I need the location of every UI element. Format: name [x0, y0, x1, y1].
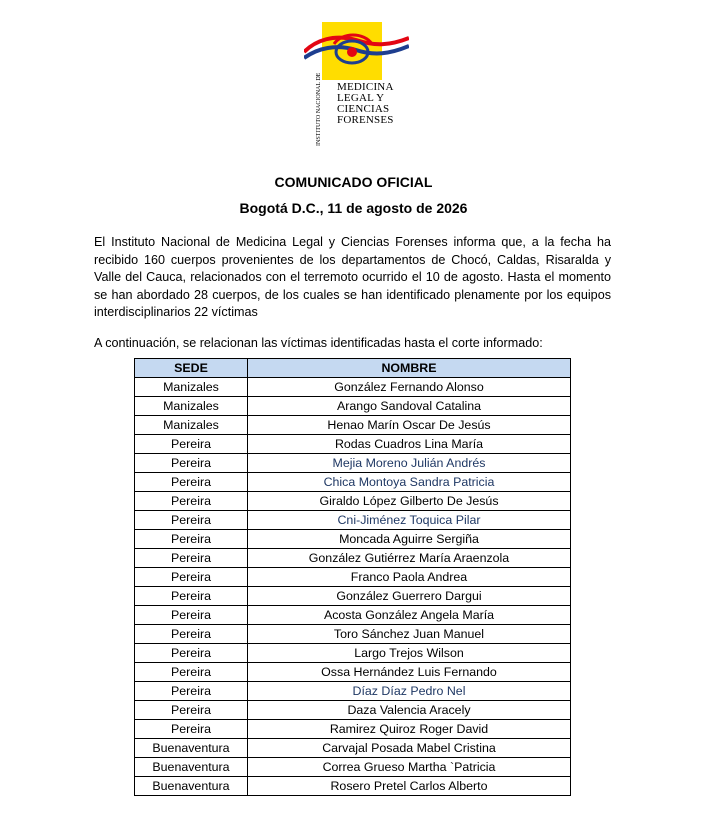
logo-line: LEGAL Y: [337, 92, 385, 104]
victims-table: [134, 358, 571, 796]
table-row: [135, 530, 571, 549]
document-title: COMUNICADO OFICIAL: [274, 174, 433, 190]
table-row: [135, 720, 571, 739]
table-row: [135, 701, 571, 720]
cell-sede: Pereira: [135, 644, 248, 663]
cell-sede: Pereira: [135, 511, 248, 530]
cell-sede: Manizales: [135, 397, 248, 416]
cell-nombre: Arango Sandoval Catalina: [248, 397, 571, 416]
paragraph-line: recibido 160 cuerpos provenientes de los departamentos de Chocó, Caldas, Risaralda y: [94, 252, 611, 267]
cell-nombre: Correa Grueso Martha `Patricia: [248, 758, 571, 777]
table-row: [135, 492, 571, 511]
cell-sede: Pereira: [135, 568, 248, 587]
cell-nombre: Díaz Díaz Pedro Nel: [248, 682, 571, 701]
table-row: [135, 758, 571, 777]
table-row: [135, 644, 571, 663]
logo-side-text: INSTITUTO NACIONAL DE: [316, 72, 322, 146]
cell-sede: Buenaventura: [135, 758, 248, 777]
cell-nombre: Ramirez Quiroz Roger David: [248, 720, 571, 739]
table-row: [135, 682, 571, 701]
cell-sede: Buenaventura: [135, 777, 248, 796]
table-row: [135, 777, 571, 796]
table-row: [135, 378, 571, 397]
cell-nombre: Franco Paola Andrea: [248, 568, 571, 587]
table-row: [135, 473, 571, 492]
cell-sede: Buenaventura: [135, 739, 248, 758]
paragraph-line: El Instituto Nacional de Medicina Legal y Ciencias Forenses informa que, a la fecha ha: [94, 235, 611, 249]
victims-table-body: [135, 378, 571, 796]
paragraph-line: se han abordado 28 cuerpos, de los cuales se han identificado plenamente por los equipos: [94, 287, 611, 302]
table-row: [135, 625, 571, 644]
table-row: [135, 511, 571, 530]
table-row: [135, 435, 571, 454]
table-row: [135, 568, 571, 587]
cell-nombre: Moncada Aguirre Sergiña: [248, 530, 571, 549]
logo-line: MEDICINA: [337, 81, 394, 93]
logo-wordmark: [337, 82, 409, 126]
cell-sede: Pereira: [135, 663, 248, 682]
cell-nombre: Chica Montoya Sandra Patricia: [248, 473, 571, 492]
column-header-nombre: NOMBRE: [248, 359, 571, 378]
cell-nombre: González Fernando Alonso: [248, 378, 571, 397]
intro-paragraph: [94, 234, 611, 322]
cell-nombre: Acosta González Angela María: [248, 606, 571, 625]
cell-sede: Pereira: [135, 473, 248, 492]
cell-nombre: Daza Valencia Aracely: [248, 701, 571, 720]
paragraph-line: Valle del Cauca, relacionados con el terremoto ocurrido el 10 de agosto. Hasta el momento: [94, 270, 611, 285]
cell-sede: Pereira: [135, 701, 248, 720]
cell-sede: Manizales: [135, 416, 248, 435]
logo-line: CIENCIAS: [337, 103, 390, 115]
institution-logo: [304, 22, 409, 146]
cell-nombre: Rodas Cuadros Lina María: [248, 435, 571, 454]
cell-nombre: Toro Sánchez Juan Manuel: [248, 625, 571, 644]
cell-nombre: Largo Trejos Wilson: [248, 644, 571, 663]
cell-sede: Pereira: [135, 492, 248, 511]
cell-sede: Pereira: [135, 435, 248, 454]
cell-nombre: González Gutiérrez María Araenzola: [248, 549, 571, 568]
table-row: [135, 397, 571, 416]
cell-sede: Pereira: [135, 530, 248, 549]
cell-sede: Manizales: [135, 378, 248, 397]
cell-sede: Pereira: [135, 606, 248, 625]
table-row: [135, 587, 571, 606]
logo-line: FORENSES: [337, 114, 394, 126]
cell-nombre: Carvajal Posada Mabel Cristina: [248, 739, 571, 758]
cell-nombre: Giraldo López Gilberto De Jesús: [248, 492, 571, 511]
cell-nombre: Ossa Hernández Luis Fernando: [248, 663, 571, 682]
table-row: [135, 663, 571, 682]
paragraph-line: interdisciplinarios 22 víctimas: [94, 305, 258, 320]
cell-nombre: Henao Marín Oscar De Jesús: [248, 416, 571, 435]
list-intro-paragraph: A continuación, se relacionan las víctimas identificadas hasta el corte informado:: [94, 336, 543, 350]
table-row: [135, 549, 571, 568]
cell-sede: Pereira: [135, 720, 248, 739]
cell-sede: Pereira: [135, 682, 248, 701]
cell-nombre: Rosero Pretel Carlos Alberto: [248, 777, 571, 796]
cell-nombre: Mejia Moreno Julián Andrés: [248, 454, 571, 473]
cell-nombre: Cni-Jiménez Toquica Pilar: [248, 511, 571, 530]
table-row: [135, 416, 571, 435]
cell-sede: Pereira: [135, 587, 248, 606]
document-date: Bogotá D.C., 11 de agosto de 2026: [239, 200, 468, 216]
logo-eye-emblem: [304, 22, 409, 80]
cell-nombre: González Guerrero Dargui: [248, 587, 571, 606]
column-header-sede: SEDE: [135, 359, 248, 378]
cell-sede: Pereira: [135, 454, 248, 473]
table-row: [135, 739, 571, 758]
table-row: [135, 606, 571, 625]
cell-sede: Pereira: [135, 625, 248, 644]
table-header-row: [135, 359, 571, 378]
table-row: [135, 454, 571, 473]
cell-sede: Pereira: [135, 549, 248, 568]
